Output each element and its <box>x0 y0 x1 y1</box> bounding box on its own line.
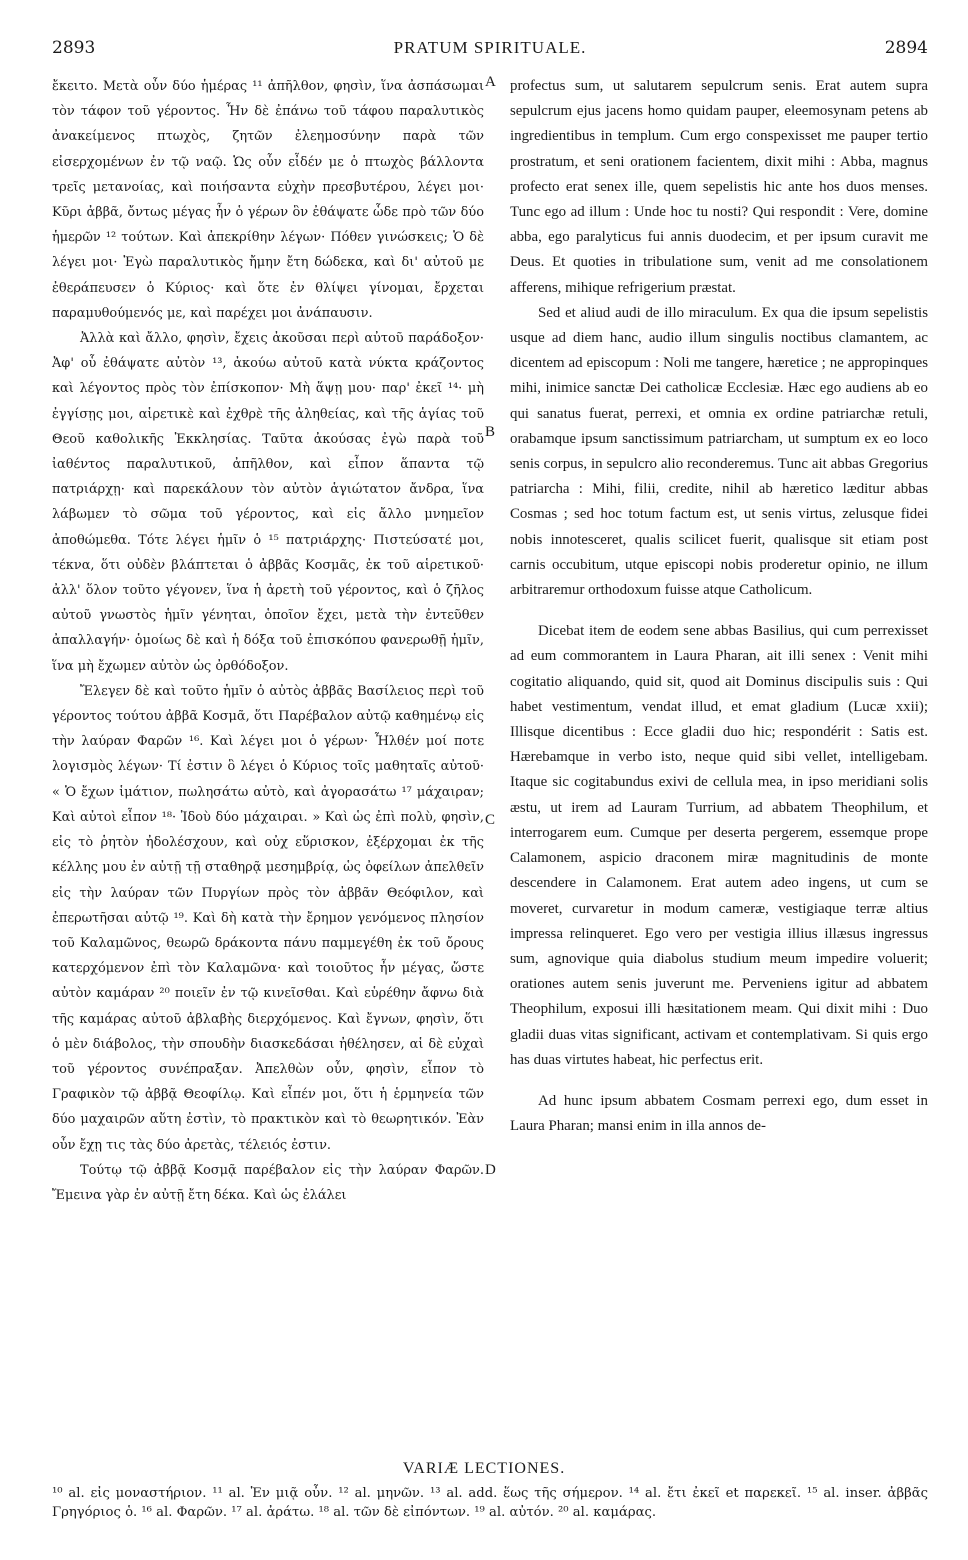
section-marker-c: C <box>485 812 496 828</box>
latin-paragraph-3: Dicebat item de eodem sene abbas Basilius, qui cum perrexisset ad eum commorantem in Laura Pharan, ait illi senex : Venit mihi cogitatio aliquando, quid sit, quod ait Dominus discipulis suis : Qui habet vestimentum, vendat illud, et emat gladium (Lucæ xxii); Illisque dicentibus : Ecce gladii duo hic; respondérit : Satis est. Hærebamque in verbo isto, neque quid sibi vellet, intelligebam. Itaque sic cogitabundus exivi de cellula mea, in ipso meridiani solis æstu, ut irem ad Lauram Turrium, ad abbatem Theophilum, et interrogarem eum. Cumque per deserta pergerem, essemque prope Calamonem, aspicio draconem miræ magnitudinis de monte descendere in Calamonem. Erat autem adeo ingens, ut cum se moveret, curvaretur in modum cameræ, vestigiaque terræ altius impressa relinqueret. Ego vero per vestigia illius illæsus ingressus sum, agnovique quia diabolus studium meum impedire voluerit; orationes autem senis juverunt me. Perveniens igitur ad abbatem Theophilum, exposui illi hæsitationem meam. Qui dixit mihi : Duo gladii duas vitas significant, activam et contemplativam. Si quis ergo has duas virtutes habeat, hic perfectus erit. <box>510 623 928 1068</box>
latin-paragraph-4: Ad hunc ipsum abbatem Cosmam perrexi ego, dum esset in Laura Pharan; mansi enim in illa annos de- <box>510 1092 928 1135</box>
latin-paragraph-1: profectus sum, ut salutarem sepulcrum senis. Erat autem supra sepulcrum ejus jacens homo quidam pauper, eleemosynam petens ab ingredientibus in templum. Cum ergo conspexisset me pauper tertio prostratum, et seni orationem facientem, dixit mihi : Abba, magnus profecto erat senex ille, quem sepelistis hic ante hos duos menses. Tunc ego ad illum : Unde hoc tu nosti? Qui respondit : Vere, domine abba, ego paralyticus fui annis duodecim, et per ipsum curavit me Deus. Et quoties in tribulatione sum, venit ad me consolationem afferens, mihique refrigerium præstat. <box>510 78 928 296</box>
left-page-number: 2893 <box>52 38 96 58</box>
greek-column <box>52 74 484 1208</box>
greek-paragraph-4: Τούτῳ τῷ ἀββᾷ Κοσμᾷ παρέβαλον εἰς τὴν λαύραν Φαρῶν. Ἔμεινα γὰρ ἐν αὐτῇ ἔτη δέκα. Καὶ ὡς ἐλάλει <box>52 1162 484 1203</box>
latin-column <box>510 74 928 1139</box>
right-page-number: 2894 <box>884 38 928 58</box>
section-marker-d: D <box>485 1162 496 1178</box>
greek-paragraph-1: ἔκειτο. Μετὰ οὖν δύο ἡμέρας ¹¹ ἀπῆλθον, φησὶν, ἵνα ἀσπάσωμαι τὸν τάφον τοῦ γέροντος. Ἦν δὲ ἐπάνω τοῦ τάφου παραλυτικὸς ἀνακείμενος πτωχὸς, ζητῶν ἐλεημοσύνην παρὰ τῶν εἰσερχομένων ἐν τῷ ναῷ. Ὡς οὖν εἶδέν με ὁ πτωχὸς βάλλοντα τρεῖς μετανοίας, καὶ ποιήσαντα εὐχὴν πρεσβυτέρου, λέγει μοι· Κῦρι ἀββᾶ, ὄντως μέγας ἦν ὁ γέρων ὃν ἐθάψατε ὧδε πρὸ τῶν δύο ἡμερῶν ¹² τούτων. Καὶ ἀπεκρίθην λέγων· Πόθεν γινώσκεις; Ὁ δὲ λέγει μοι· Ἐγὼ παραλυτικὸς ἤμην ἔτη δώδεκα, καὶ δι' αὐτοῦ με ἐθεράπευσεν ὁ Κύριος· καὶ ὅτε ἐν θλίψει γίνομαι, ἔρχεται παραμυθούμενός με, καὶ παρέχει μοι ἀνάπαυσιν. <box>52 79 484 321</box>
paragraph-gap <box>510 603 928 619</box>
greek-paragraph-2: Ἀλλὰ καὶ ἄλλο, φησὶν, ἔχεις ἀκοῦσαι περὶ αὐτοῦ παράδοξον· Ἀφ' οὗ ἐθάψατε αὐτὸν ¹³, ἀκούω αὐτοῦ κατὰ νύκτα κράζοντος καὶ λέγοντος πρὸς τὸν ἐπίσκοπον· Μὴ ἅψῃ μου· παρ' ἐκεῖ ¹⁴· μὴ ἐγγίσῃς μοι, αἱρετικὲ καὶ ἐχθρὲ τῆς ἀληθείας, καὶ τῆς ἁγίας τοῦ Θεοῦ καθολικῆς Ἐκκλησίας. Ταῦτα ἀκούσας ἐγὼ παρὰ τοῦ ἰαθέντος παραλυτικοῦ, ἀπῆλθον, καὶ εἶπον ἅπαντα τῷ πατριάρχῃ· καὶ παρεκάλουν τὸν αὐτὸν ἁγιώτατον ἄνδρα, ἵνα λάβωμεν τὸ σῶμα τοῦ γέροντος, καὶ εἰς ἄλλο μνημεῖον ἀποθώμεθα. Τότε λέγει ἡμῖν ὁ ¹⁵ πατριάρχης· Πιστεύσατέ μοι, τέκνα, ὅτι οὐδὲν βλάπτεται ὁ ἀββᾶς Κοσμᾶς, ἐκ τοῦ αἱρετικοῦ· ἀλλ' ὅλον τοῦτο γέγονεν, ἵνα ἡ ἀρετὴ τοῦ γέροντος, καὶ ὁ ζῆλος αὐτοῦ γνωστὸς ἡμῖν γένηται, ὁποῖον ἔχει, μετὰ τὴν ἐντεῦθεν ἀπαλλαγήν· ὁμοίως δὲ καὶ ἡ δόξα τοῦ ἐπισκόπου φανερωθῇ ἡμῖν, ἵνα μὴ ἔχωμεν αὐτὸν ὡς ὀρθόδοξον. <box>52 331 484 674</box>
section-marker-b: B <box>485 424 496 440</box>
variae-lectiones-heading: VARIÆ LECTIONES. <box>402 1460 566 1477</box>
variae-lectiones-notes: ¹⁰ al. εἰς μοναστήριον. ¹¹ al. Ἐν μιᾷ οὖν. ¹² al. μηνῶν. ¹³ al. add. ἕως τῆς σήμερον. ¹⁴ al. ἔτι ἐκεῖ et παρεκεῖ. ¹⁵ al. inser. ἀββᾶς Γρηγόριος ὁ. ¹⁶ al. Φαρῶν. ¹⁷ al. ἀράτω. ¹⁸ al. τῶν δὲ εἰπόντων. ¹⁹ al. αὐτόν. ²⁰ al. καμάρας. <box>52 1486 928 1520</box>
running-header <box>52 38 928 68</box>
latin-paragraph-2: Sed et aliud audi de illo miraculum. Ex qua die ipsum sepelistis usque ad diem hanc, audio illum singulis noctibus clamantem, ac dicentem ad episcopum : Noli me tangere, hæretice ; ne appropinques mihi, inimice sanctæ Dei catholicæ Ecclesiæ. Hæc ego audiens ab eo qui sanatus fuerat, perrexi, et omnia ex ordine patriarchæ retuli, orabamque ipsum sanctissimum patriarcham, ut sumptum ex eo loco senis corpus, in sepulcro alio reconderemus. Tunc ait abbas Gregorius patriarcha : Mihi, filii, credite, nihil ab hæretico læditur abbas Cosmas ; sed hoc totum factum est, ut senis virtus, zelusque fidei nobis innotesceret, qualis scilicet fuerit, qualisque sit etiam post carnis occubitum, utque episcopi nobis proderetur opinio, ne illum arbitraremur orthodoxum fuisse atque Catholicum. <box>510 304 928 599</box>
running-title: PRATUM SPIRITUALE. <box>393 38 587 57</box>
paragraph-gap <box>510 1073 928 1089</box>
section-marker-a: A <box>485 74 496 90</box>
greek-paragraph-3: Ἔλεγεν δὲ καὶ τοῦτο ἡμῖν ὁ αὐτὸς ἀββᾶς Βασίλειος περὶ τοῦ γέροντος τούτου ἀββᾶ Κοσμᾶ, ὅτι Παρέβαλον αὐτῷ καθημένῳ εἰς τὴν λαύραν Φαρῶν ¹⁶. Καὶ λέγει μοι ὁ γέρων· Ἦλθέν μοί ποτε λογισμὸς λέγων· Τί ἐστιν ὃ λέγει ὁ Κύριος τοῖς μαθηταῖς αὐτοῦ· « Ὁ ἔχων ἱμάτιον, πωλησάτω αὐτὸ, καὶ ἀγορασάτω ¹⁷ μάχαιραν; Καὶ αὐτοὶ εἶπον ¹⁸· Ἰδοὺ δύο μάχαιραι. » Καὶ ὡς ἐπὶ πολὺ, φησὶν, εἰς τὸ ῥητὸν ἠδολέσχουν, καὶ οὐχ εὕρισκον, ἐξέρχομαι ἐκ τῆς κέλλης μου ἐν αὐτῇ τῇ σταθηρᾷ μεσημβρίᾳ, ὡς ὀφείλων ἀπελθεῖν εἰς τὴν λαύραν τῶν Πυργίων πρὸς τὸν ἀββᾶν Θεόφιλον, καὶ ἐπερωτῆσαι αὐτῷ ¹⁹. Καὶ δὴ κατὰ τὴν ἔρημον γενόμενος πλησίον τοῦ Καλαμῶνος, θεωρῶ δράκοντα πάνυ παμμεγέθη ἐκ τοῦ ὄρους κατερχόμενον ἐπὶ τὸν Καλαμῶνα· καὶ τοιοῦτος ἦν μέγας, ὥστε αὐτὸν καμάραν ²⁰ ποιεῖν ἐν τῷ κινεῖσθαι. Καὶ εὑρέθην ἄφνω διὰ τῆς καμάρας αὐτοῦ ἀβλαβὴς διερχόμενος. Καὶ ἔγνων, φησὶν, ὅτι ὁ μὲν διάβολος, τὴν σπουδὴν διασκεδάσαι ἠθέλησεν, αἱ δὲ εὐχαὶ τοῦ γέροντος συνέπραξαν. Ἀπελθὼν οὖν, φησὶν, εἶπον τὸ Γραφικὸν τῷ ἀββᾷ Θεοφίλῳ. Καὶ εἶπέν μοι, ὅτι ἡ ἑρμηνεία τῶν δύο μαχαιρῶν αὕτη ἐστὶν, τὸ πρακτικὸν καὶ τὸ θεωρητικόν. Ἐὰν οὖν ἔχῃ τις τὰς δύο ἀρετὰς, τέλειός ἐστιν. <box>52 683 484 1153</box>
